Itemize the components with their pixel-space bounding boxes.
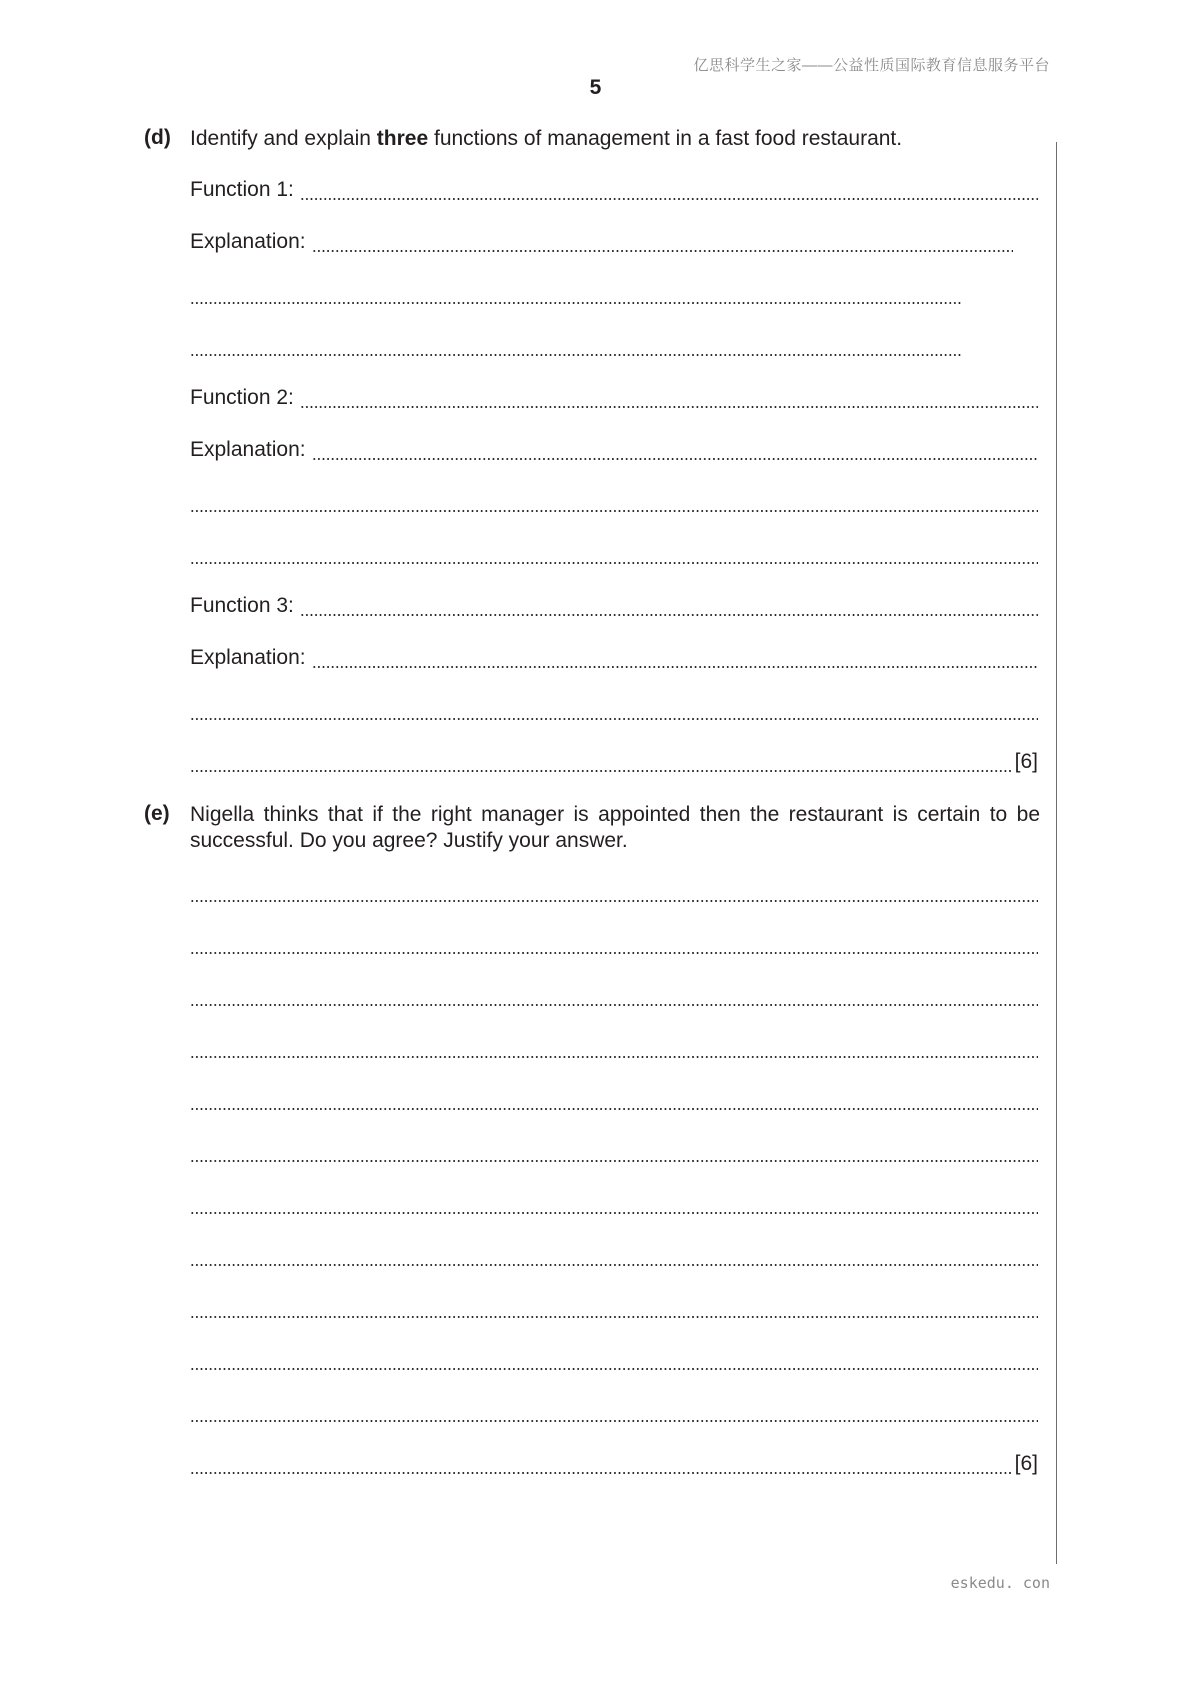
dotted-line bbox=[190, 1351, 1038, 1371]
page-number: 5 bbox=[589, 76, 602, 99]
explanation-1-continuation-line[interactable] bbox=[190, 282, 963, 308]
part-e-answer-line[interactable] bbox=[190, 932, 1038, 958]
dotted-line bbox=[190, 493, 1038, 513]
dotted-line bbox=[190, 1039, 1038, 1059]
part-e-question: Nigella thinks that if the right manager is appointed then the restaurant is certain to be successful. Do you agree? Justify your answer. bbox=[190, 803, 1040, 852]
part-e-answer-line[interactable] bbox=[190, 1452, 1038, 1478]
dotted-line bbox=[190, 1455, 1013, 1475]
dotted-line bbox=[190, 1195, 1038, 1215]
part-d-label: (d) bbox=[144, 126, 171, 149]
explanation-1-answer-line[interactable] bbox=[190, 230, 1013, 256]
dotted-line bbox=[190, 1403, 1038, 1423]
function-1-answer-line[interactable] bbox=[190, 178, 1038, 204]
dotted-line bbox=[190, 1247, 1038, 1267]
dotted-line bbox=[190, 1299, 1038, 1319]
header-watermark: 亿思科学生之家——公益性质国际教育信息服务平台 bbox=[693, 57, 1050, 74]
part-e-marks: [6] bbox=[1014, 1452, 1038, 1475]
dotted-line bbox=[190, 337, 963, 357]
part-e-answer-line[interactable] bbox=[190, 1296, 1038, 1322]
explanation-1-label: Explanation: bbox=[190, 230, 306, 253]
part-e-label: (e) bbox=[144, 802, 170, 825]
part-e-answer-line[interactable] bbox=[190, 1192, 1038, 1218]
explanation-3-continuation-line[interactable] bbox=[190, 750, 1038, 776]
dotted-line bbox=[190, 987, 1038, 1007]
explanation-1-continuation-line[interactable] bbox=[190, 334, 963, 360]
part-d-stem-before: Identify and explain bbox=[190, 127, 377, 150]
dotted-line bbox=[300, 181, 1038, 201]
explanation-3-continuation-line[interactable] bbox=[190, 698, 1038, 724]
part-e-answer-line[interactable] bbox=[190, 1036, 1038, 1062]
explanation-3-answer-line[interactable] bbox=[190, 646, 1038, 672]
dotted-line bbox=[190, 935, 1038, 955]
part-e-answer-line[interactable] bbox=[190, 1400, 1038, 1426]
function-3-label: Function 3: bbox=[190, 594, 294, 617]
explanation-2-answer-line[interactable] bbox=[190, 438, 1038, 464]
part-d-stem-after: functions of management in a fast food restaurant. bbox=[428, 127, 903, 150]
dotted-line bbox=[300, 597, 1038, 617]
explanation-2-continuation-line[interactable] bbox=[190, 490, 1038, 516]
margin-rule bbox=[1056, 142, 1057, 1564]
part-e-answer-line[interactable] bbox=[190, 1244, 1038, 1270]
explanation-2-continuation-line[interactable] bbox=[190, 542, 1038, 568]
explanation-3-label: Explanation: bbox=[190, 646, 306, 669]
part-d-stem-bold: three bbox=[376, 127, 429, 150]
part-e-answer-line[interactable] bbox=[190, 1348, 1038, 1374]
dotted-line bbox=[190, 753, 1013, 773]
dotted-line bbox=[190, 1143, 1038, 1163]
dotted-line bbox=[300, 389, 1038, 409]
dotted-line bbox=[190, 285, 963, 305]
dotted-line bbox=[190, 883, 1038, 903]
part-e-answer-line[interactable] bbox=[190, 880, 1038, 906]
part-e-answer-line[interactable] bbox=[190, 984, 1038, 1010]
function-3-answer-line[interactable] bbox=[190, 594, 1038, 620]
part-d-question bbox=[190, 126, 1040, 152]
function-1-label: Function 1: bbox=[190, 178, 294, 201]
dotted-line bbox=[190, 545, 1038, 565]
dotted-line bbox=[190, 1091, 1038, 1111]
function-2-label: Function 2: bbox=[190, 386, 294, 409]
part-e-answer-line[interactable] bbox=[190, 1140, 1038, 1166]
dotted-line bbox=[190, 701, 1038, 721]
footer-watermark: eskedu. con bbox=[950, 1574, 1050, 1592]
function-2-answer-line[interactable] bbox=[190, 386, 1038, 412]
part-e-answer-line[interactable] bbox=[190, 1088, 1038, 1114]
explanation-2-label: Explanation: bbox=[190, 438, 306, 461]
dotted-line bbox=[312, 233, 1013, 253]
part-d-marks: [6] bbox=[1014, 750, 1038, 773]
dotted-line bbox=[312, 649, 1038, 669]
dotted-line bbox=[312, 441, 1038, 461]
